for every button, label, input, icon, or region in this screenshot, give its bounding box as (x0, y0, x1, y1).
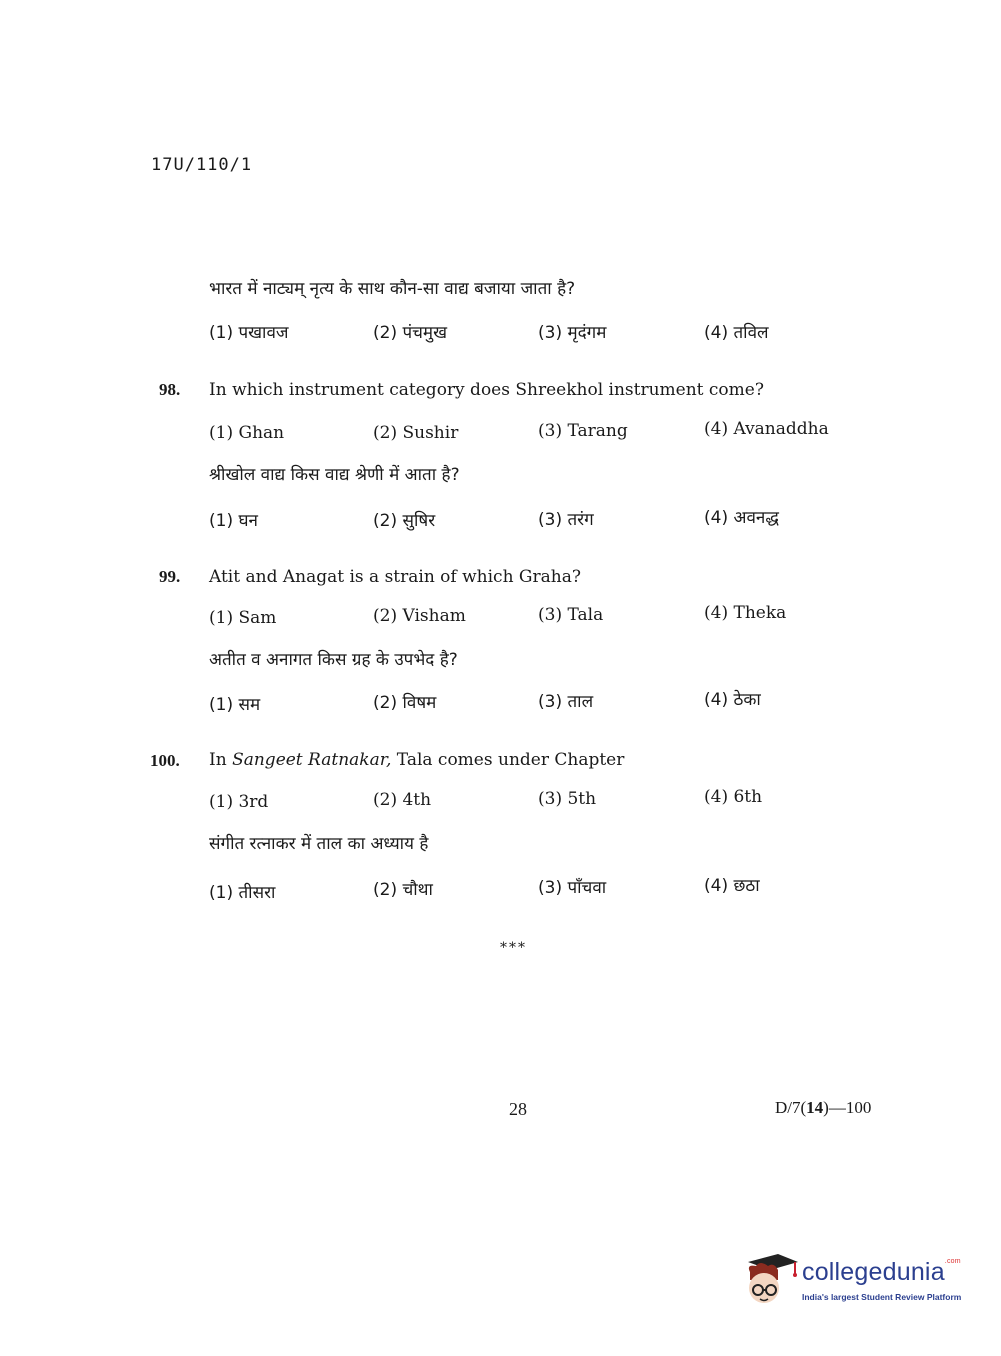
prev-question-hindi-text: भारत में नाट्यम् नृत्य के साथ कौन-सा वाद्य बजाया जाता है? (209, 279, 576, 299)
logo-tagline: India's largest Student Review Platform (802, 1292, 962, 1302)
q99-option-3: (3) Tala (538, 605, 604, 625)
q98-hindi-option-2: (2) सुषिर (373, 511, 436, 531)
q98-option-2: (2) Sushir (373, 423, 459, 443)
question-100-hindi-text: संगीत रत्नाकर में ताल का अध्याय है (209, 834, 429, 854)
prev-option-1: (1) पखावज (209, 323, 289, 343)
footer-code: D/7(14)—100 (775, 1098, 872, 1117)
q100-option-3: (3) 5th (538, 789, 597, 809)
q100-option-2: (2) 4th (373, 790, 432, 810)
q100-hindi-option-4: (4) छठा (704, 876, 760, 896)
q98-hindi-option-3: (3) तरंग (538, 510, 594, 530)
question-99-hindi-text: अतीत व अनागत किस ग्रह के उपभेद है? (209, 650, 458, 670)
question-99-text: Atit and Anagat is a strain of which Graha? (209, 567, 581, 587)
q100-option-1: (1) 3rd (209, 792, 269, 812)
q98-hindi-option-1: (1) घन (209, 511, 258, 531)
q99-hindi-option-2: (2) विषम (373, 693, 437, 713)
q99-option-4: (4) Theka (704, 603, 787, 623)
q100-hindi-option-1: (1) तीसरा (209, 883, 276, 903)
q100-option-4: (4) 6th (704, 787, 763, 807)
q98-option-3: (3) Tarang (538, 421, 628, 441)
collegedunia-logo (740, 1250, 970, 1310)
prev-option-2: (2) पंचमुख (373, 323, 448, 343)
q98-option-4: (4) Avanaddha (704, 419, 829, 439)
q98-option-1: (1) Ghan (209, 423, 285, 443)
prev-option-4: (4) तविल (704, 323, 769, 343)
mascot-icon (740, 1250, 800, 1310)
logo-wordmark: collegedunia$^{.com}$ (802, 1258, 961, 1286)
q100-hindi-option-3: (3) पाँचवा (538, 878, 607, 898)
page-number: 28 (509, 1099, 527, 1119)
question-number-98: 98. (159, 380, 181, 399)
q99-option-2: (2) Visham (373, 606, 466, 626)
q99-hindi-option-1: (1) सम (209, 695, 261, 715)
paper-code: 17U/110/1 (151, 155, 253, 175)
prev-option-3: (3) मृदंगम (538, 323, 607, 343)
question-100-text: In Sangeet Ratnakar, Tala comes under Chapter (209, 750, 625, 770)
q98-hindi-option-4: (4) अवनद्ध (704, 508, 779, 528)
q100-hindi-option-2: (2) चौथा (373, 880, 433, 900)
question-number-100: 100. (150, 751, 180, 770)
end-marker: *** (500, 940, 527, 956)
question-number-99: 99. (159, 567, 181, 586)
question-98-text: In which instrument category does Shreekhol instrument come? (209, 380, 764, 400)
q99-hindi-option-3: (3) ताल (538, 692, 594, 712)
q99-hindi-option-4: (4) ठेका (704, 690, 761, 710)
question-98-hindi-text: श्रीखोल वाद्य किस वाद्य श्रेणी में आता है? (209, 465, 460, 485)
q99-option-1: (1) Sam (209, 608, 277, 628)
